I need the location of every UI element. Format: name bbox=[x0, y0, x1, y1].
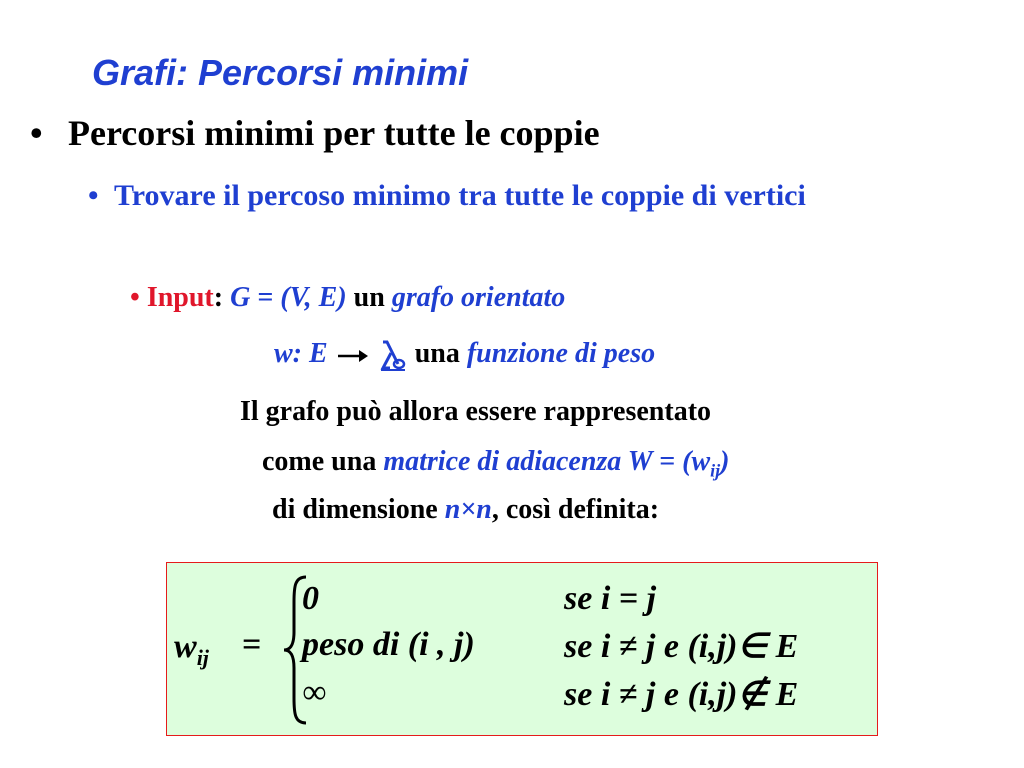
slide-title: Grafi: Percorsi minimi bbox=[92, 52, 469, 93]
case3-value: ∞ bbox=[302, 674, 327, 711]
weight-expression: w: E bbox=[274, 338, 328, 369]
bullet-dot-icon: • bbox=[130, 282, 140, 313]
bullet2-text: Trovare il percoso minimo tra tutte le coppie di vertici bbox=[114, 179, 806, 212]
case1-condition: se i = j bbox=[564, 580, 657, 617]
input-colon: : bbox=[213, 282, 224, 313]
paragraph-line1: Il grafo può allora essere rappresentato bbox=[240, 396, 712, 427]
matrix-close: ) bbox=[720, 446, 730, 477]
weight-description: funzione di peso bbox=[466, 338, 656, 369]
bullet-input bbox=[130, 282, 565, 314]
graph-expression: G = (V, E) bbox=[230, 282, 347, 313]
dimension-expression: n×n bbox=[444, 494, 492, 525]
bullet-dot-icon: • bbox=[88, 179, 99, 212]
bullet-level1 bbox=[30, 112, 600, 154]
graph-description: grafo orientato bbox=[391, 282, 566, 313]
weight-function-line bbox=[274, 338, 655, 372]
formula-lhs bbox=[174, 628, 209, 671]
paragraph-line3-pre: di dimensione bbox=[272, 494, 438, 525]
matrix-subscript: ij bbox=[710, 460, 721, 481]
paragraph-line3-post: , così definita: bbox=[491, 494, 660, 525]
real-numbers-glyph-icon bbox=[378, 340, 408, 372]
lhs-variable: w bbox=[174, 628, 197, 665]
input-label: Input bbox=[146, 282, 214, 313]
case3-condition: se i ≠ j e (i,j)∉ E bbox=[564, 676, 799, 713]
formula-equals bbox=[242, 626, 261, 664]
paragraph-line2-pre: come una bbox=[262, 446, 377, 477]
case2-condition: se i ≠ j e (i,j)∈ E bbox=[564, 628, 799, 665]
case2-value: peso di (i , j) bbox=[302, 626, 475, 663]
matrix-term-text: matrice di adiacenza W = (w bbox=[383, 446, 711, 477]
una-word: una bbox=[414, 338, 460, 369]
bullet-level2 bbox=[88, 175, 1003, 217]
un-word: un bbox=[353, 282, 385, 313]
matrix-term bbox=[383, 446, 730, 481]
arrow-icon bbox=[335, 346, 371, 366]
bullet-dot-icon: • bbox=[30, 113, 43, 153]
bullet1-text: Percorsi minimi per tutte le coppie bbox=[68, 113, 600, 153]
paragraph-line2 bbox=[262, 446, 729, 482]
paragraph-line3 bbox=[272, 494, 659, 526]
lhs-subscript: ij bbox=[196, 644, 209, 670]
equals-sign: = bbox=[242, 626, 262, 663]
case1-value: 0 bbox=[302, 580, 319, 617]
